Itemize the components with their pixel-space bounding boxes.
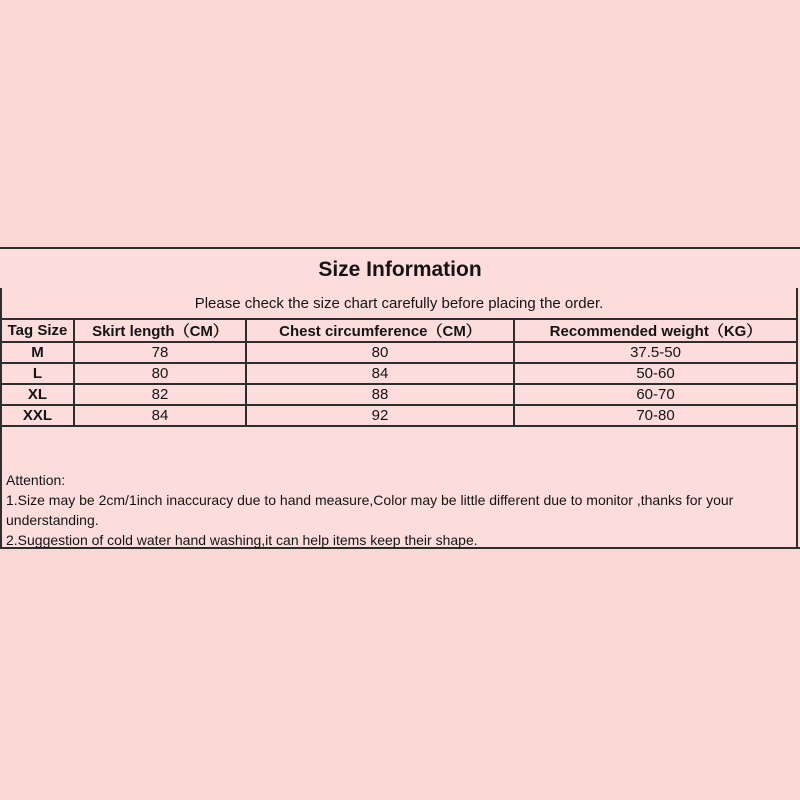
subtitle: Please check the size chart carefully before placing the order. bbox=[194, 295, 604, 312]
cell-chest-circumference: 88 bbox=[246, 384, 514, 405]
attention-point-2: 2.Suggestion of cold water hand washing,it can help items keep their shape. bbox=[6, 532, 478, 548]
cell-chest-circumference: 84 bbox=[246, 363, 514, 384]
cell-recommended-weight: 37.5-50 bbox=[514, 342, 796, 363]
attention-note bbox=[2, 427, 796, 550]
cell-chest-circumference: 92 bbox=[246, 405, 514, 426]
cell-skirt-length: 78 bbox=[74, 342, 246, 363]
content-box bbox=[0, 288, 798, 547]
cell-tag-size: XXL bbox=[2, 405, 74, 426]
cell-skirt-length: 84 bbox=[74, 405, 246, 426]
col-header-chest-circumference: Chest circumference（CM） bbox=[246, 319, 514, 342]
cell-skirt-length: 82 bbox=[74, 384, 246, 405]
cell-recommended-weight: 70-80 bbox=[514, 405, 796, 426]
cell-chest-circumference: 80 bbox=[246, 342, 514, 363]
table-row-xxl bbox=[2, 405, 796, 426]
table-row-l bbox=[2, 363, 796, 384]
cell-tag-size: L bbox=[2, 363, 74, 384]
col-header-skirt-length: Skirt length（CM） bbox=[74, 319, 246, 342]
table-header-row bbox=[2, 319, 796, 342]
cell-recommended-weight: 60-70 bbox=[514, 384, 796, 405]
table-row-m bbox=[2, 342, 796, 363]
page-title: Size Information bbox=[318, 258, 482, 281]
table-row-xl bbox=[2, 384, 796, 405]
col-header-recommended-weight: Recommended weight（KG） bbox=[514, 319, 796, 342]
cell-tag-size: M bbox=[2, 342, 74, 363]
size-table bbox=[2, 318, 796, 427]
size-info-panel bbox=[0, 247, 800, 549]
cell-tag-size: XL bbox=[2, 384, 74, 405]
col-header-tag-size: Tag Size bbox=[2, 319, 74, 342]
attention-point-1: 1.Size may be 2cm/1inch inaccuracy due to hand measure,Color may be little different due to monitor ,thanks for your understanding. bbox=[6, 492, 734, 528]
cell-recommended-weight: 50-60 bbox=[514, 363, 796, 384]
cell-skirt-length: 80 bbox=[74, 363, 246, 384]
attention-heading: Attention: bbox=[6, 472, 66, 488]
